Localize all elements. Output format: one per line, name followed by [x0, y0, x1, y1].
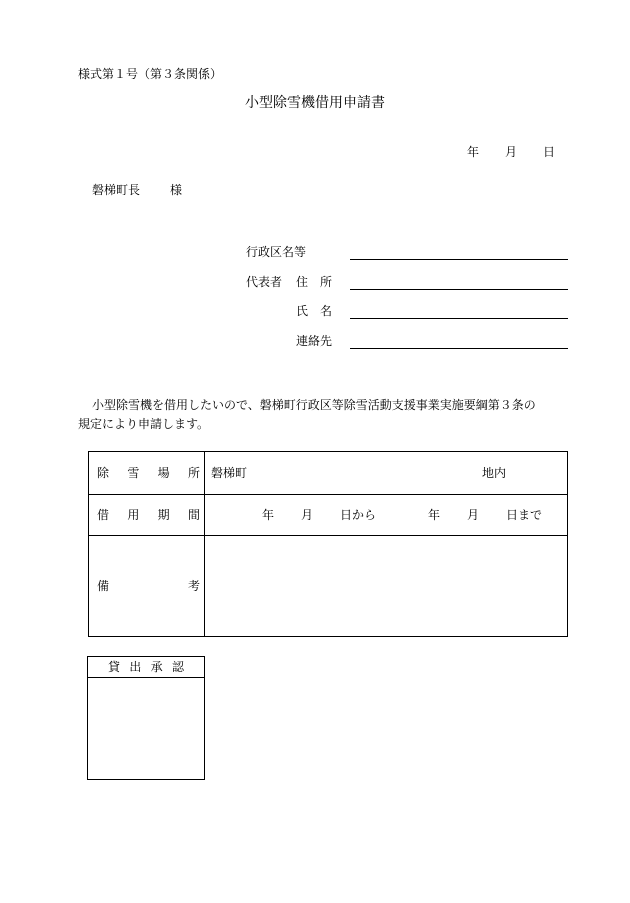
remarks-label: 備 考 [97, 579, 200, 593]
body-text-line2: 規定により申請します。 [78, 417, 210, 431]
addressee-name: 磐梯町長 [92, 183, 141, 197]
form-number: 様式第１号（第３条関係） [78, 67, 223, 81]
district-input-line[interactable] [350, 259, 568, 260]
representative-label: 代表者 [246, 275, 283, 289]
period-from-year: 年 [262, 508, 275, 522]
addressee-honorific: 様 [170, 183, 183, 197]
date-month-label: 月 [505, 145, 518, 159]
date-day-label: 日 [543, 145, 556, 159]
period-from-month: 月 [301, 508, 314, 522]
contact-label: 連絡先 [296, 334, 333, 348]
remarks-field[interactable] [205, 536, 567, 636]
location-suffix: 地内 [482, 466, 507, 480]
contact-input-line[interactable] [350, 348, 568, 349]
approval-box [87, 656, 205, 780]
period-from-day: 日から [340, 508, 377, 522]
table-row-divider [89, 494, 567, 495]
body-text-line1: 小型除雪機を借用したいので、磐梯町行政区等除雪活動支援事業実施要綱第３条の [92, 398, 536, 412]
address-input-line[interactable] [350, 289, 568, 290]
name-label: 氏 名 [296, 304, 333, 318]
period-to-day: 日まで [506, 508, 543, 522]
period-to-year: 年 [428, 508, 441, 522]
address-label: 住 所 [296, 275, 333, 289]
approval-stamp-area[interactable] [88, 678, 204, 779]
period-label: 借 用 期 間 [97, 508, 200, 522]
name-input-line[interactable] [350, 318, 568, 319]
date-year-label: 年 [467, 145, 480, 159]
location-prefix: 磐梯町 [211, 466, 248, 480]
application-table [88, 451, 568, 637]
location-label: 除 雪 場 所 [97, 466, 200, 480]
period-to-month: 月 [467, 508, 480, 522]
approval-title: 貸 出 承 認 [108, 660, 184, 674]
district-label: 行政区名等 [246, 245, 307, 259]
page-title: 小型除雪機借用申請書 [245, 95, 385, 111]
